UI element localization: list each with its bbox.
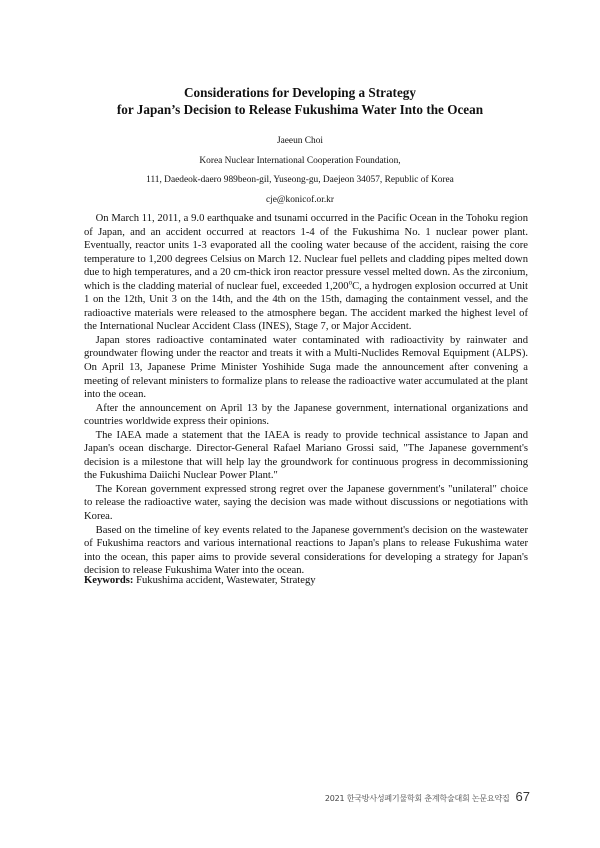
- keywords-list: Fukushima accident, Wastewater, Strategy: [133, 575, 316, 586]
- abstract-paragraph-2: Japan stores radioactive contaminated water contaminated with radioactivity by rainwater and groundwater flowing under the reactor and treats it with a Multi-Nuclides Removal Equipment (ALPS). On April 13, Japanese Prime Minister Yoshihide Suga made the announcement after convening a meeting of relevant ministers to formalize plans to release the radioactive water accumulated at the plant into the ocean.: [84, 334, 528, 401]
- paper-title: [60, 84, 540, 118]
- author-block: [60, 132, 540, 210]
- proceedings-title: 2021 한국방사성폐기물학회 춘계학술대회 논문요약집: [324, 794, 510, 803]
- author-affiliation: Korea Nuclear International Cooperation Foundation,: [199, 155, 401, 166]
- page-number: 67: [515, 789, 530, 804]
- title-line-1: Considerations for Developing a Strategy: [184, 85, 416, 100]
- author-name: Jaeeun Choi: [276, 136, 324, 146]
- abstract-paragraph-4: The IAEA made a statement that the IAEA is ready to provide technical assistance to Japan and Japan's ocean discharge. Director-General Rafael Mariano Grossi said, "The Japanese government's decision is a milestone that will help lay the groundwork for continuous progress in decommissioning the Fukushima Daiichi Nuclear Power Plant.": [84, 429, 528, 482]
- title-line-2: for Japan’s Decision to Release Fukushima Water Into the Ocean: [116, 102, 484, 117]
- abstract-paragraph-6: Based on the timeline of key events related to the Japanese government's decision on the wastewater of Fukushima reactors and various international reactions to Japan's plans to release Fukushima water into the ocean, this paper aims to provide several considerations for developing a strategy for Japan's decision to release Fukushima Water into the ocean.: [84, 524, 528, 577]
- abstract-paragraph-5: The Korean government expressed strong regret over the Japanese government's "unilateral" choice to release the radioactive water, saying the decision was made without discussions or negotiations with Korea.: [84, 483, 528, 523]
- author-email: cje@konicof.or.kr: [266, 194, 334, 205]
- keywords: [84, 574, 528, 588]
- abstract-paragraph-3: After the announcement on April 13 by the Japanese government, international organizations and countries worldwide express their opinions.: [84, 402, 528, 428]
- keywords-label: Keywords:: [84, 575, 134, 586]
- page-footer: [325, 789, 530, 804]
- abstract-paragraph-1: On March 11, 2011, a 9.0 earthquake and tsunami occurred in the Pacific Ocean in the Tohoku region of Japan, and an accident occurred at reactors 1-4 of the Fukushima No. 1 nuclear power plant. Eventually, reactor units 1-3 evaporated all the cooling water because of the accident, raising the core temperature to 1,200 degrees Celsius on March 12. Nuclear fuel pellets and cladding pipes melted down due to high temperatures, and a 20 cm-thick iron reactor pressure vessel melted down. As the zirconium, which is the cladding material of nuclear fuel, exceeded 1,200$^o$C, a hydrogen explosion occurred at Unit 1 on the 12th, Unit 3 on the 14th, and the 4th on the 15th, damaging the containment vessel, and the radioactive materials were released to the atmosphere began. The accident marked the highest level of the International Nuclear Accident Class (INES), Stage 7, or Major Accident.: [84, 213, 528, 333]
- abstract: [84, 212, 528, 578]
- author-address: 111, Daedeok-daero 989beon-gil, Yuseong-gu, Daejeon 34057, Republic of Korea: [146, 175, 454, 185]
